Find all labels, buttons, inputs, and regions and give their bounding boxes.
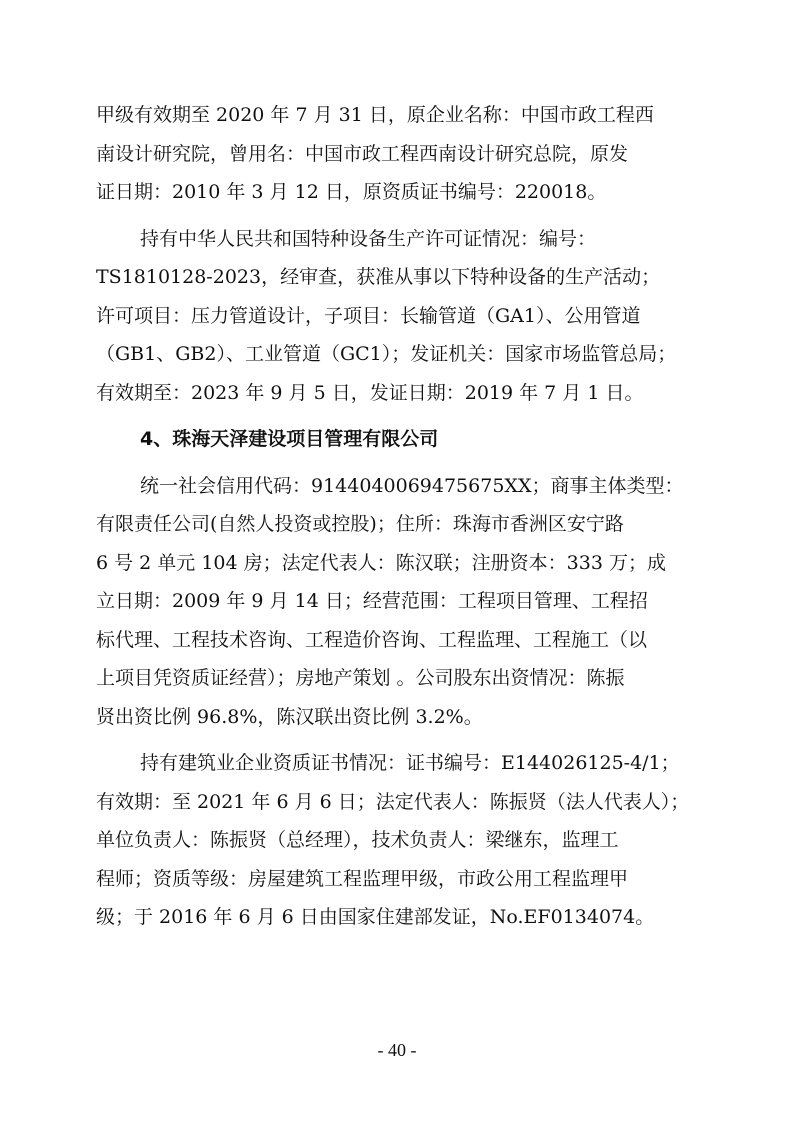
section-heading xyxy=(96,420,696,459)
text-line: TS1810128-2023，经审查，获准从事以下特种设备的生产活动； xyxy=(96,266,661,288)
paragraph-qualification-continued xyxy=(96,96,696,212)
paragraph-construction-qualification xyxy=(96,744,696,937)
text-line: 证日期：2010 年 3 月 12 日，原资质证书编号：220018。 xyxy=(96,181,607,203)
text-line: 许可项目：压力管道设计，子项目：长输管道（GA1）、公用管道 xyxy=(96,304,641,327)
paragraph-gap xyxy=(96,459,696,467)
paragraph-gap xyxy=(96,736,696,744)
text-line: 6 号 2 单元 104 房；法定代表人：陈汉联；注册资本：333 万；成 xyxy=(96,551,666,574)
text-line: 有效期至：2023 年 9 月 5 日，发证日期：2019 年 7 月 1 日。 xyxy=(96,381,644,404)
paragraph-gap xyxy=(96,412,696,420)
paragraph-special-equipment-license xyxy=(96,220,696,413)
text-line: 立日期：2009 年 9 月 14 日；经营范围：工程项目管理、工程招 xyxy=(96,590,648,612)
text-line: 甲级有效期至 2020 年 7 月 31 日，原企业名称：中国市政工程西 xyxy=(96,104,654,126)
text-line: （GB1、GB2）、工业管道（GC1）；发证机关：国家市场监管总局； xyxy=(96,343,677,365)
text-line: 单位负责人：陈振贤（总经理），技术负责人：梁继东，监理工 xyxy=(96,829,619,851)
text-line: 统一社会信用代码：9144040069475675XX；商事主体类型： xyxy=(140,474,684,497)
paragraph-company-info xyxy=(96,467,696,737)
text-line: 级；于 2016 年 6 月 6 日由国家住建部发证，No.EF0134074。 xyxy=(96,906,655,928)
text-line: 南设计研究院，曾用名：中国市政工程西南设计研究总院，原发 xyxy=(96,142,629,165)
text-line: 有效期：至 2021 年 6 月 6 日；法定代表人：陈振贤（法人代表人）； xyxy=(96,790,690,813)
paragraph-gap xyxy=(96,212,696,220)
document-body xyxy=(96,96,696,937)
text-line: 持有建筑业企业资质证书情况：证书编号：E144026125-4/1； xyxy=(140,752,680,774)
page-number: - 40 - xyxy=(377,1040,417,1060)
text-line: 上项目凭资质证经营）；房地产策划 。公司股东出资情况：陈振 xyxy=(96,667,625,689)
text-line: 标代理、工程技术咨询、工程造价咨询、工程监理、工程施工（以 xyxy=(96,628,648,651)
text-line: 持有中华人民共和国特种设备生产许可证情况：编号： xyxy=(140,227,597,250)
text-line: 有限责任公司(自然人投资或控股)；住所：珠海市香洲区安宁路 xyxy=(96,513,624,535)
text-line: 程师；资质等级：房屋建筑工程监理甲级，市政公用工程监理甲 xyxy=(96,867,629,890)
company-heading: 4、珠海天泽建设项目管理有限公司 xyxy=(140,428,439,450)
text-line: 贤出资比例 96.8%，陈汉联出资比例 3.2%。 xyxy=(96,705,483,728)
